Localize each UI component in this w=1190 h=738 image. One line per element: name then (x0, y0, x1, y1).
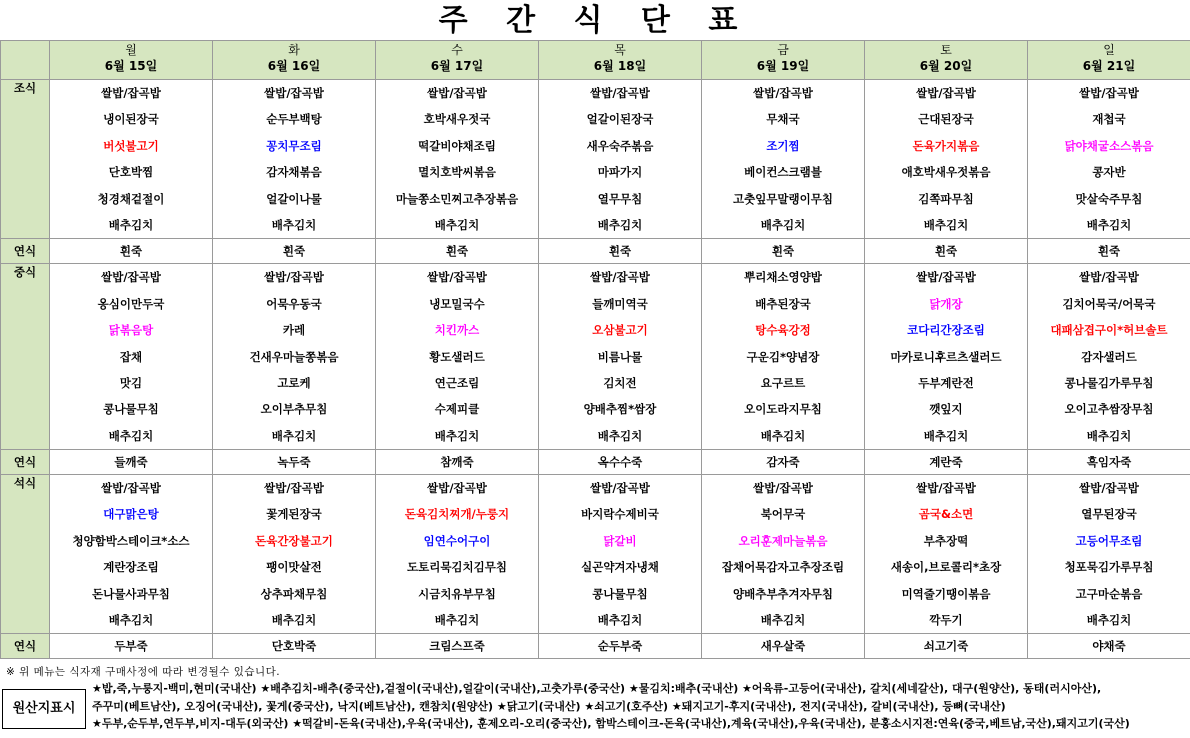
menu-item: 조기찜 (766, 138, 800, 153)
menu-item: 콩나물무침 (103, 402, 159, 417)
menu-item: 배추김치 (1086, 217, 1132, 232)
menu-item: 쌀밥/잡곡밥 (590, 270, 650, 285)
menu-item: 팽이맛살전 (266, 560, 322, 575)
day-header (213, 41, 376, 80)
menu-item: 베이컨스크램블 (744, 165, 822, 180)
menu-item: 북어무국 (760, 507, 806, 522)
day-name: 화 (288, 43, 300, 57)
menu-item: 깻잎지 (929, 402, 963, 417)
menu-item: 버섯불고기 (103, 138, 159, 153)
menu-item: 청양함박스테이크*소스 (72, 533, 190, 548)
menu-item: 두부계란전 (918, 375, 974, 390)
day-date: 6월 21일 (1082, 59, 1136, 73)
menu-item: 배추김치 (597, 613, 643, 628)
day-name: 목 (614, 43, 626, 57)
menu-item: 얼갈이된장국 (586, 112, 654, 127)
menu-item: 배추김치 (760, 217, 806, 232)
menu-item: 시금치유부무침 (418, 586, 496, 601)
menu-item: 청포묵김가루무침 (1064, 560, 1154, 575)
change-notice: ※ 위 메뉴는 식자재 구매사정에 따라 변경될수 있습니다. (6, 666, 281, 678)
menu-item: 잡채어묵감자고추장조림 (721, 560, 845, 575)
menu-item: 황도샐러드 (429, 349, 485, 364)
dinner-cell (865, 475, 1028, 634)
menu-item: 재첩국 (1092, 112, 1126, 127)
menu-item: 배추김치 (108, 217, 154, 232)
menu-item: 멸치호박씨볶음 (418, 165, 496, 180)
day-date: 6월 17일 (430, 59, 484, 73)
origin-info (92, 680, 1188, 733)
menu-item: 돈육가지볶음 (912, 138, 980, 153)
menu-item: 콩나물김가루무침 (1064, 375, 1154, 390)
menu-item: 배추김치 (760, 428, 806, 443)
menu-item: 부추장떡 (923, 533, 969, 548)
menu-item: 감자채볶음 (266, 165, 322, 180)
menu-item: 배추김치 (434, 428, 480, 443)
menu-item: 실곤약겨자냉채 (581, 560, 659, 575)
porridge-item: 흰죽 (539, 239, 702, 264)
menu-item: 대패삼겹구이*허브솔트 (1050, 323, 1168, 338)
corner-cell (1, 41, 50, 80)
menu-item: 오리훈제마늘볶음 (738, 533, 828, 548)
snack-row-2 (1, 450, 1190, 475)
menu-item: 연근조림 (434, 375, 480, 390)
menu-item: 쌀밥/잡곡밥 (427, 481, 487, 496)
menu-item: 콩나물무침 (592, 586, 648, 601)
breakfast-cell (539, 80, 702, 239)
menu-item: 콩자반 (1092, 165, 1126, 180)
dinner-cell (50, 475, 213, 634)
menu-item: 대구맑은탕 (103, 507, 159, 522)
day-date: 6월 20일 (919, 59, 973, 73)
menu-item: 김치전 (603, 375, 637, 390)
menu-item: 닭볶음탕 (108, 323, 154, 338)
origin-line: ★밥,죽,누룽지-백미,현미(국내산) ★배추김치-배추(중국산),겉절이(국내산),얼갈이(국내산),고춧가루(중국산) ★물김치:배추(국내산) ★어육류-고등어(국내산), 갈치(세네갈산), 대구(원양산), 동태(러시아산), (92, 682, 1102, 695)
day-name: 토 (940, 43, 952, 57)
menu-item: 오이부추무침 (260, 402, 328, 417)
day-header (865, 41, 1028, 80)
menu-item: 배추김치 (271, 217, 317, 232)
menu-item: 배추김치 (108, 613, 154, 628)
lunch-cell (539, 264, 702, 450)
day-header (539, 41, 702, 80)
menu-item: 쌀밥/잡곡밥 (590, 481, 650, 496)
menu-item: 쌀밥/잡곡밥 (427, 270, 487, 285)
menu-item: 단호박찜 (108, 165, 154, 180)
porridge-item: 들깨죽 (50, 450, 213, 475)
porridge-item: 단호박죽 (213, 634, 376, 659)
lunch-cell (1028, 264, 1190, 450)
day-header (1028, 41, 1190, 80)
lunch-cell (376, 264, 539, 450)
porridge-item: 크림스프죽 (376, 634, 539, 659)
menu-item: 맛김 (119, 375, 143, 390)
menu-item: 닭야채굴소스볶음 (1064, 138, 1154, 153)
menu-item: 깍두기 (929, 613, 963, 628)
menu-item: 임연수어구이 (423, 533, 491, 548)
porridge-item: 감자죽 (702, 450, 865, 475)
menu-item: 쌀밥/잡곡밥 (590, 86, 650, 100)
menu-item: 돈육김치찌개/누룽지 (404, 507, 510, 522)
menu-item: 쌀밥/잡곡밥 (264, 86, 324, 100)
day-name: 월 (125, 43, 137, 57)
menu-item: 배추김치 (923, 217, 969, 232)
menu-item: 건새우마늘쫑볶음 (249, 349, 339, 364)
lunch-row (1, 264, 1190, 450)
menu-item: 맛살숙주무침 (1075, 191, 1143, 206)
menu-item: 수제피클 (434, 402, 480, 417)
breakfast-cell (1028, 80, 1190, 239)
menu-item: 배추김치 (923, 428, 969, 443)
breakfast-row (1, 80, 1190, 239)
day-name: 일 (1103, 43, 1115, 57)
menu-item: 배추김치 (760, 613, 806, 628)
menu-item: 쌀밥/잡곡밥 (101, 270, 161, 285)
snack-row-1 (1, 239, 1190, 264)
lunch-cell (865, 264, 1028, 450)
menu-item: 쌀밥/잡곡밥 (1079, 86, 1139, 100)
day-header-row (1, 41, 1190, 80)
menu-item: 애호박새우젓볶음 (901, 165, 991, 180)
menu-item: 고등어무조림 (1075, 533, 1143, 548)
porridge-item: 두부죽 (50, 634, 213, 659)
weekly-menu-table (0, 40, 1190, 659)
menu-item: 마파가지 (597, 165, 643, 180)
breakfast-cell (213, 80, 376, 239)
day-date: 6월 15일 (104, 59, 158, 73)
meal-label-breakfast: 조식 (1, 80, 50, 239)
menu-item: 들깨미역국 (592, 296, 648, 311)
menu-item: 호박새우젓국 (423, 112, 491, 127)
porridge-item: 새우살죽 (702, 634, 865, 659)
dinner-row (1, 475, 1190, 634)
menu-item: 치킨까스 (434, 323, 480, 338)
menu-item: 무채국 (766, 112, 800, 127)
menu-item: 쌀밥/잡곡밥 (916, 481, 976, 496)
day-date: 6월 16일 (267, 59, 321, 73)
menu-item: 양배추찜*쌈장 (583, 402, 657, 417)
porridge-item: 야채죽 (1028, 634, 1190, 659)
menu-item: 도토리묵김치김무침 (407, 560, 507, 575)
porridge-item: 흰죽 (376, 239, 539, 264)
menu-item: 감자샐러드 (1081, 349, 1137, 364)
menu-item: 오이고추쌈장무침 (1064, 402, 1154, 417)
day-name: 수 (451, 43, 463, 57)
menu-item: 근대된장국 (918, 112, 974, 127)
menu-item: 고구마순볶음 (1075, 586, 1143, 601)
menu-item: 쌀밥/잡곡밥 (916, 270, 976, 285)
menu-item: 바지락수제비국 (581, 507, 659, 522)
porridge-item: 옥수수죽 (539, 450, 702, 475)
menu-item: 쌀밥/잡곡밥 (101, 86, 161, 100)
menu-item: 쌀밥/잡곡밥 (427, 86, 487, 100)
menu-item: 오삼불고기 (592, 323, 648, 338)
porridge-item: 흰죽 (865, 239, 1028, 264)
day-name: 금 (777, 43, 789, 57)
meal-label-snack: 연식 (1, 239, 50, 264)
porridge-item: 흰죽 (702, 239, 865, 264)
menu-item: 배추김치 (434, 613, 480, 628)
menu-item: 배추김치 (434, 217, 480, 232)
menu-item: 쌀밥/잡곡밥 (753, 481, 813, 496)
page-title: 주 간 식 단 표 (438, 3, 752, 38)
menu-item: 닭갈비 (603, 533, 637, 548)
menu-item: 꽃게된장국 (266, 507, 322, 522)
menu-item: 떡갈비야채조림 (418, 138, 496, 153)
porridge-item: 녹두죽 (213, 450, 376, 475)
meal-label-dinner: 석식 (1, 475, 50, 634)
origin-label: 원산지표시 (2, 689, 86, 729)
menu-item: 고로케 (277, 375, 311, 390)
menu-item: 마카로니후르츠샐러드 (890, 349, 1002, 364)
menu-item: 코다리간장조림 (907, 323, 985, 338)
dinner-cell (1028, 475, 1190, 634)
dinner-cell (213, 475, 376, 634)
menu-item: 냉이된장국 (103, 112, 159, 127)
menu-item: 청경채겉절이 (97, 191, 165, 206)
menu-item: 돈육간장불고기 (255, 533, 333, 548)
menu-item: 미역줄기땡이볶음 (901, 586, 991, 601)
menu-item: 얼갈이나물 (266, 191, 322, 206)
menu-item: 비름나물 (597, 349, 643, 364)
menu-item: 양배추부추겨자무침 (733, 586, 833, 601)
menu-item: 배추김치 (1086, 613, 1132, 628)
dinner-cell (539, 475, 702, 634)
menu-item: 계란장조림 (103, 560, 159, 575)
menu-item: 요구르트 (760, 375, 806, 390)
menu-item: 쌀밥/잡곡밥 (101, 481, 161, 496)
menu-item: 카레 (282, 323, 306, 338)
menu-item: 마늘쫑소민찌고추장볶음 (395, 191, 519, 206)
menu-item: 오이도라지무침 (744, 402, 822, 417)
porridge-item: 쇠고기죽 (865, 634, 1028, 659)
menu-item: 김치어묵국/어묵국 (1062, 296, 1156, 311)
menu-item: 배추김치 (271, 613, 317, 628)
porridge-item: 순두부죽 (539, 634, 702, 659)
porridge-item: 흰죽 (1028, 239, 1190, 264)
menu-item: 새우숙주볶음 (586, 138, 654, 153)
menu-item: 배추김치 (108, 428, 154, 443)
menu-item: 구운김*양념장 (746, 349, 820, 364)
day-header (376, 41, 539, 80)
porridge-item: 계란죽 (865, 450, 1028, 475)
menu-item: 쌀밥/잡곡밥 (264, 270, 324, 285)
menu-item: 냉모밀국수 (429, 296, 485, 311)
menu-item: 상추파채무침 (260, 586, 328, 601)
meal-label-lunch: 중식 (1, 264, 50, 450)
menu-item: 배추김치 (597, 428, 643, 443)
menu-item: 쌀밥/잡곡밥 (1079, 481, 1139, 496)
menu-item: 닭개장 (929, 296, 963, 311)
menu-item: 배추김치 (271, 428, 317, 443)
menu-item: 탕수육강정 (755, 323, 811, 338)
breakfast-cell (50, 80, 213, 239)
menu-item: 뿌리채소영양밥 (744, 270, 822, 285)
breakfast-cell (702, 80, 865, 239)
menu-item: 새송이,브로콜리*초장 (890, 560, 1002, 575)
porridge-item: 흰죽 (50, 239, 213, 264)
porridge-item: 흑임자죽 (1028, 450, 1190, 475)
breakfast-cell (865, 80, 1028, 239)
meal-label-snack: 연식 (1, 634, 50, 659)
snack-row-3 (1, 634, 1190, 659)
menu-item: 배추김치 (1086, 428, 1132, 443)
day-date: 6월 18일 (593, 59, 647, 73)
menu-item: 돈나물사과무침 (92, 586, 170, 601)
day-header (50, 41, 213, 80)
menu-item: 어묵우동국 (266, 296, 322, 311)
menu-item: 잡채 (119, 349, 143, 364)
menu-item: 열무무침 (597, 191, 643, 206)
day-date: 6월 19일 (756, 59, 810, 73)
porridge-item: 흰죽 (213, 239, 376, 264)
menu-item: 쌀밥/잡곡밥 (1079, 270, 1139, 285)
day-header (702, 41, 865, 80)
menu-item: 쌀밥/잡곡밥 (916, 86, 976, 100)
lunch-cell (702, 264, 865, 450)
menu-item: 순두부백탕 (266, 112, 322, 127)
dinner-cell (702, 475, 865, 634)
menu-item: 꽁치무조림 (266, 138, 322, 153)
origin-line: 주꾸미(베트남산), 오징어(국내산), 꽃게(중국산), 낙지(베트남산), 캔참치(원양산) ★닭고기(국내산) ★쇠고기(호주산) ★돼지고기-후지(국내산), 전지(국내산), 갈비(국내산), 등뼈(국내산) (92, 699, 1006, 713)
porridge-item: 참깨죽 (376, 450, 539, 475)
menu-item: 열무된장국 (1081, 507, 1137, 522)
menu-item: 배추김치 (597, 217, 643, 232)
menu-item: 고춧잎무말랭이무침 (733, 191, 833, 206)
menu-item: 쌀밥/잡곡밥 (753, 86, 813, 100)
lunch-cell (213, 264, 376, 450)
breakfast-cell (376, 80, 539, 239)
dinner-cell (376, 475, 539, 634)
lunch-cell (50, 264, 213, 450)
menu-item: 곰국&소면 (918, 507, 974, 522)
menu-item: 쌀밥/잡곡밥 (264, 481, 324, 496)
menu-item: 배추된장국 (755, 296, 811, 311)
meal-label-snack: 연식 (1, 450, 50, 475)
menu-item: 김쪽파무침 (918, 191, 974, 206)
origin-line: ★두부,순두부,연두부,비지-대두(외국산) ★떡갈비-돈육(국내산),우육(국내산), 훈제오리-오리(중국산), 함박스테이크-돈육(국내산),계육(국내산),우육(국내산), 분홍소시지전:연육(중국,베트남,국산),돼지고기(국산) (92, 717, 1130, 730)
menu-item: 옹심이만두국 (97, 296, 165, 311)
